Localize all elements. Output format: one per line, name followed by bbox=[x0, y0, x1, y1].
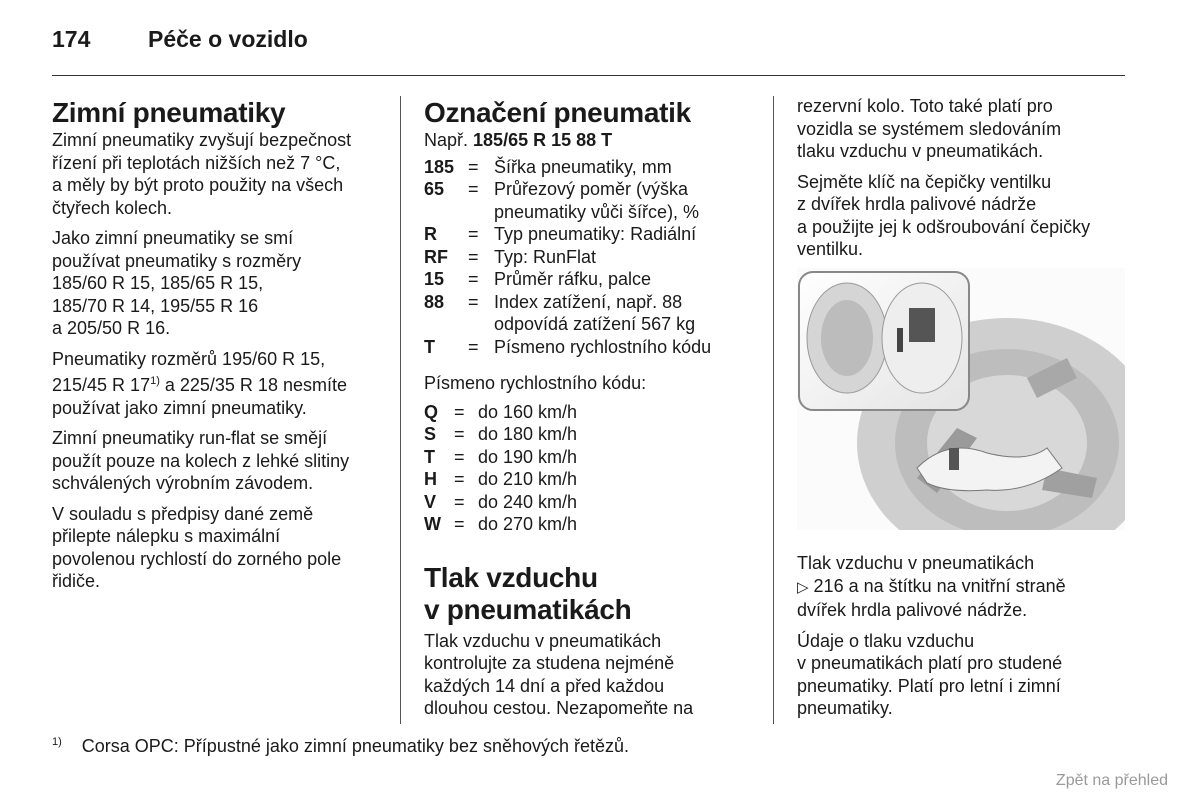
speed-code-list: Q = do 160 km/h S = do 180 km/h T = do 190 km/h H = do 210 km/h V = do 240 km/h W = do 270 km/h bbox=[424, 401, 578, 534]
footnote-mark: 1) bbox=[52, 736, 62, 748]
cross-reference-arrow-icon: ▷ bbox=[797, 578, 809, 596]
paragraph: rezervní kolo. Toto také platí pro vozidla se systémem sledováním tlaku vzduchu v pneumatikách. bbox=[797, 96, 1062, 161]
section-heading-tyre-pressure: Tlak vzduchu v pneumatikách bbox=[424, 561, 632, 625]
paragraph: Zimní pneumatiky zvyšují bezpečnost řízení při teplotách nižších než 7 °C, a měly by být proto použity na všech čtyřech kolech. bbox=[52, 130, 352, 218]
page-header bbox=[52, 26, 308, 53]
paragraph: Tlak vzduchu v pneumatikách kontrolujte za studena nejméně každých 14 dní a před každou dlouhou cestou. Nezapomeňte na bbox=[424, 630, 694, 718]
paragraph: V souladu s předpisy dané země přilepte nálepku s maximální povolenou rychlostí do zorného pole řidiče. bbox=[52, 503, 342, 591]
page-title: Péče o vozidlo bbox=[148, 26, 308, 52]
footnote bbox=[52, 736, 629, 757]
paragraph: Jako zimní pneumatiky se smí používat pneumatiky s rozměry 185/60 R 15, 185/65 R 15, 185/70 R 14, 195/55 R 16 a 205/50 R 16. bbox=[52, 228, 302, 338]
back-to-overview-link[interactable]: Zpět na přehled bbox=[1055, 772, 1168, 789]
section-heading-tyre-designation: Označení pneumatik bbox=[424, 97, 691, 128]
footnote-text: Corsa OPC: Přípustné jako zimní pneumatiky bez sněhových řetězů. bbox=[81, 736, 630, 756]
valve-cap-illustration bbox=[797, 268, 1125, 530]
paragraph: Údaje o tlaku vzduchu v pneumatikách platí pro studené pneumatiky. Platí pro letní i zimní pneumatiky. bbox=[797, 630, 1063, 718]
section-heading-winter-tyres: Zimní pneumatiky bbox=[52, 97, 286, 128]
column-tyre-designation bbox=[424, 97, 764, 728]
column-pressure-continued bbox=[797, 95, 1137, 269]
paragraph: Pneumatiky rozměrů 195/60 R 15, 215/45 R 17$^{1)}$ a 225/35 R 18 nesmíte používat jako zimní pneumatiky. bbox=[52, 348, 347, 418]
column-divider-2 bbox=[773, 96, 774, 724]
footnote-reference: 1) bbox=[150, 375, 160, 387]
paragraph: Sejměte klíč na čepičky ventilku z dvířek hrdla palivové nádrže a použijte jej k odšroubování čepičky ventilku. bbox=[797, 171, 1091, 259]
example-code: Např. 185/65 R 15 88 T bbox=[424, 130, 613, 150]
definition-list: 185 = Šířka pneumatiky, mm 65 = Průřezový poměr (výška pneumatiky vůči šířce), % R = Typ pneumatiky: Radiální RF = Typ: RunFlat 15 = Průměr ráfku, palce 88 = Index zatížení, např. 88 odpovídá zatížení 567 kg T = Písmeno rychlostního kódu bbox=[424, 156, 712, 357]
paragraph: Zimní pneumatiky run-flat se smějí použít pouze na kolech z lehké slitiny schválených výrobním závodem. bbox=[52, 428, 350, 493]
column-divider-1 bbox=[400, 96, 401, 724]
page-number: 174 bbox=[52, 26, 91, 52]
paragraph: Tlak vzduchu v pneumatikách ▷ 216 a na štítku na vnitřní straně dvířek hrdla palivové nádrže. bbox=[797, 553, 1066, 620]
column-winter-tyres bbox=[52, 97, 392, 601]
speed-code-label: Písmeno rychlostního kódu: bbox=[424, 373, 647, 393]
column-pressure-notes bbox=[797, 552, 1137, 728]
cross-reference-link[interactable]: 216 a na štítku na vnitřní straně bbox=[808, 575, 1066, 596]
header-divider bbox=[52, 75, 1125, 76]
